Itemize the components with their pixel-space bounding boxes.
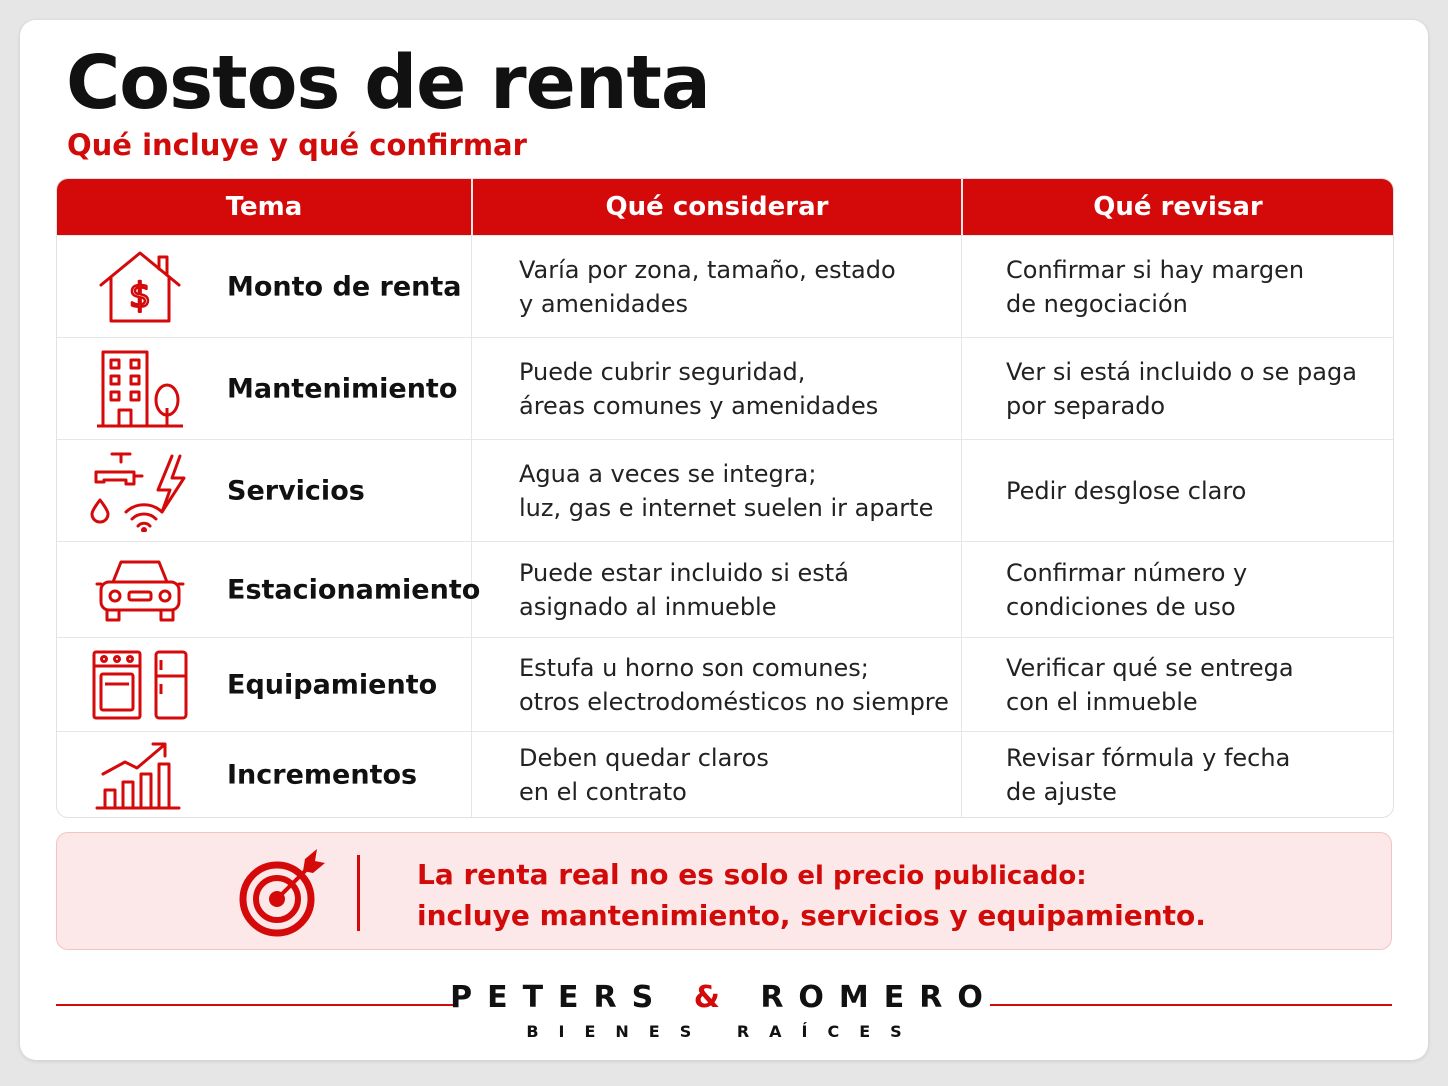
cell-text: Confirmar número y [1006, 559, 1248, 587]
banner-message [417, 855, 1206, 935]
car-icon [85, 550, 195, 630]
topic-label: Servicios [227, 475, 365, 507]
consider-cell [519, 741, 959, 809]
cell-text: por separado [1006, 392, 1166, 420]
appliances-icon [85, 645, 195, 725]
svg-text:$: $ [129, 276, 151, 316]
table-row [57, 637, 1393, 732]
house-dollar-icon [85, 247, 195, 327]
check-cell [1006, 474, 1386, 508]
consider-cell [519, 651, 959, 719]
page-title: Costos de renta [66, 40, 710, 126]
costs-table [56, 178, 1394, 818]
column-header-tema: Tema [225, 192, 303, 222]
check-cell [1006, 253, 1386, 321]
table-header [57, 179, 1393, 235]
topic-label: Incrementos [227, 759, 418, 791]
check-cell [1006, 355, 1386, 423]
key-message-banner [56, 832, 1392, 950]
cell-text: Varía por zona, tamaño, estado [519, 256, 896, 284]
cell-text: otros electrodomésticos no siempre [519, 688, 949, 716]
topic-label: Mantenimiento [227, 373, 458, 405]
cell-text: Confirmar si hay margen [1006, 256, 1305, 284]
cell-text: Revisar fórmula y fecha [1006, 744, 1291, 772]
cell-text: en el contrato [519, 778, 687, 806]
growth-chart-icon [85, 735, 195, 815]
table-row [57, 541, 1393, 638]
brand-name-left: PETERS [450, 980, 694, 1015]
cell-text: Agua a veces se integra; [519, 460, 817, 488]
brand-ampersand: & [693, 980, 735, 1015]
column-header-considerar: Qué considerar [605, 192, 829, 222]
cell-text: Deben quedar claros [519, 744, 769, 772]
cell-text: de negociación [1006, 290, 1188, 318]
cell-text: luz, gas e internet suelen ir aparte [519, 494, 934, 522]
consider-cell [519, 355, 959, 423]
target-icon [237, 845, 329, 937]
table-row [57, 439, 1393, 542]
banner-divider [357, 855, 360, 931]
banner-text-strong: La renta real no es solo [417, 858, 789, 891]
consider-cell [519, 556, 959, 624]
building-tree-icon [85, 349, 195, 429]
topic-label: Equipamiento [227, 669, 438, 701]
topic-label: Estacionamiento [227, 574, 481, 606]
table-row [57, 337, 1393, 440]
cell-text: Verificar qué se entrega [1006, 654, 1294, 682]
cell-text: Ver si está incluido o se paga [1006, 358, 1357, 386]
cell-text: áreas comunes y amenidades [519, 392, 879, 420]
check-cell [1006, 741, 1386, 809]
cell-text: y amenidades [519, 290, 689, 318]
column-header-revisar: Qué revisar [1093, 192, 1263, 222]
brand-name-right: ROMERO [734, 980, 998, 1015]
cell-text: condiciones de uso [1006, 593, 1236, 621]
check-cell [1006, 651, 1386, 719]
brand-logo [0, 980, 1448, 1015]
cell-text: de ajuste [1006, 778, 1117, 806]
topic-label: Monto de renta [227, 271, 462, 303]
cell-text: con el inmueble [1006, 688, 1198, 716]
banner-text: el precio publicado: [788, 861, 1087, 891]
cell-text: asignado al inmueble [519, 593, 777, 621]
banner-text: incluye mantenimiento, servicios y equipamiento. [417, 899, 1206, 932]
cell-text: Puede estar incluido si está [519, 559, 849, 587]
utilities-icon [85, 451, 195, 531]
table-row [57, 731, 1393, 818]
cell-text: Puede cubrir seguridad, [519, 358, 806, 386]
cell-text: Estufa u horno son comunes; [519, 654, 869, 682]
page-subtitle: Qué incluye y qué confirmar [67, 128, 527, 162]
consider-cell [519, 457, 959, 525]
consider-cell [519, 253, 959, 321]
brand-tagline: BIENES RAÍCES [526, 1022, 922, 1041]
table-row [57, 235, 1393, 338]
check-cell [1006, 556, 1386, 624]
cell-text: Pedir desglose claro [1006, 477, 1247, 505]
